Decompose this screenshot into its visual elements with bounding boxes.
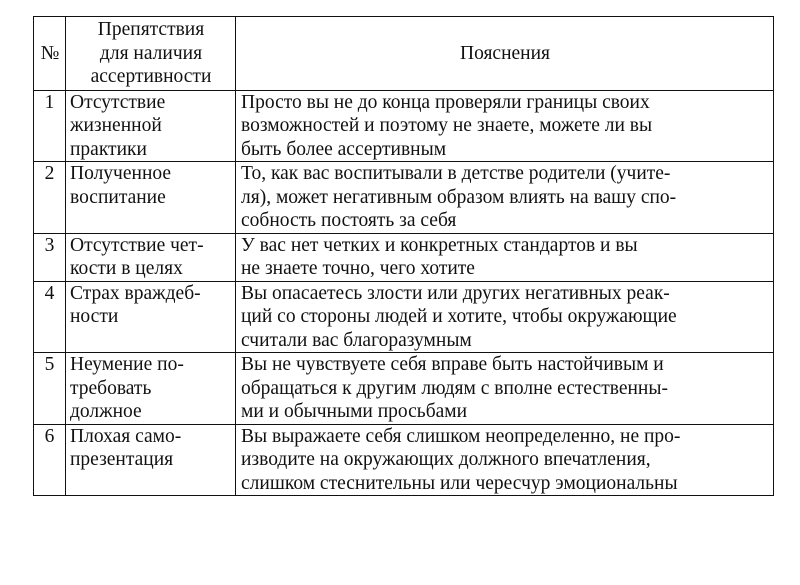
obstacle-line: кости в целях	[70, 258, 183, 279]
table-row	[34, 233, 774, 281]
obstacle-line: ности	[70, 306, 119, 327]
row-number: 3	[34, 233, 66, 281]
header-obstacle-line: ассертивности	[90, 66, 212, 87]
obstacle-line: презентация	[70, 449, 174, 470]
explanation-line: обращаться к другим людям с вполне естественны-	[241, 377, 668, 399]
explanation-line: изводите на окружающих должного впечатления,	[241, 449, 651, 470]
header-obstacle	[66, 17, 236, 91]
row-obstacle	[66, 353, 236, 425]
explanation-line: Вы не чувствуете себя вправе быть настойчивым и	[241, 354, 664, 375]
table-row	[34, 90, 774, 162]
obstacle-line: Полученное	[70, 163, 172, 184]
explanation-line: считали вас благоразумным	[241, 329, 472, 351]
row-obstacle	[66, 90, 236, 162]
obstacle-line: Плохая само-	[70, 425, 182, 447]
table-row	[34, 353, 774, 425]
row-number: 4	[34, 281, 66, 353]
explanation-line: быть более ассертивным	[241, 138, 447, 160]
explanation-line: возможностей и поэтому не знаете, можете ли вы	[241, 115, 653, 136]
row-explanation	[236, 90, 774, 162]
row-explanation	[236, 281, 774, 353]
obstacle-line: Неумение по-	[70, 354, 184, 375]
obstacle-line: жизненной	[70, 115, 162, 136]
row-obstacle	[66, 424, 236, 496]
explanation-line: ций со стороны людей и хотите, чтобы окружающие	[241, 306, 677, 327]
assertiveness-obstacles-table	[33, 16, 774, 496]
document-page	[33, 16, 773, 496]
explanation-line: ля), может негативным образом влиять на вашу спо-	[241, 186, 677, 208]
obstacle-line: требовать	[70, 377, 152, 399]
explanation-line: Вы опасаетесь злости или других негативных реак-	[241, 282, 670, 304]
row-number: 1	[34, 90, 66, 162]
table-row	[34, 162, 774, 234]
row-number: 2	[34, 162, 66, 234]
row-explanation	[236, 353, 774, 425]
table-row	[34, 424, 774, 496]
row-number: 5	[34, 353, 66, 425]
obstacle-line: должное	[70, 401, 142, 422]
explanation-line: слишком стеснительны или чересчур эмоциональны	[241, 472, 678, 494]
header-explanation: Пояснения	[236, 17, 774, 91]
row-explanation	[236, 233, 774, 281]
explanation-line: собность постоять за себя	[241, 210, 457, 231]
header-obstacle-line: для наличия	[99, 42, 203, 64]
row-obstacle	[66, 281, 236, 353]
explanation-line: ми и обычными просьбами	[241, 401, 468, 422]
table-row	[34, 281, 774, 353]
obstacle-line: Страх враждеб-	[70, 282, 201, 304]
explanation-line: То, как вас воспитывали в детстве родители (учите-	[241, 163, 671, 184]
explanation-line: Вы выражаете себя слишком неопределенно, не про-	[241, 425, 681, 447]
row-explanation	[236, 162, 774, 234]
obstacle-line: Отсутствие чет-	[70, 234, 204, 256]
obstacle-line: Отсутствие	[70, 91, 166, 113]
row-explanation	[236, 424, 774, 496]
explanation-line: Просто вы не до конца проверяли границы своих	[241, 91, 650, 113]
header-obstacle-line: Препятствия	[97, 19, 205, 40]
obstacle-line: воспитание	[70, 186, 166, 208]
header-number: №	[34, 17, 66, 91]
row-number: 6	[34, 424, 66, 496]
obstacle-line: практики	[70, 138, 147, 160]
table-header-row	[34, 17, 774, 91]
explanation-line: У вас нет четких и конкретных стандартов и вы	[241, 234, 638, 256]
explanation-line: не знаете точно, чего хотите	[241, 258, 475, 279]
row-obstacle	[66, 162, 236, 234]
row-obstacle	[66, 233, 236, 281]
